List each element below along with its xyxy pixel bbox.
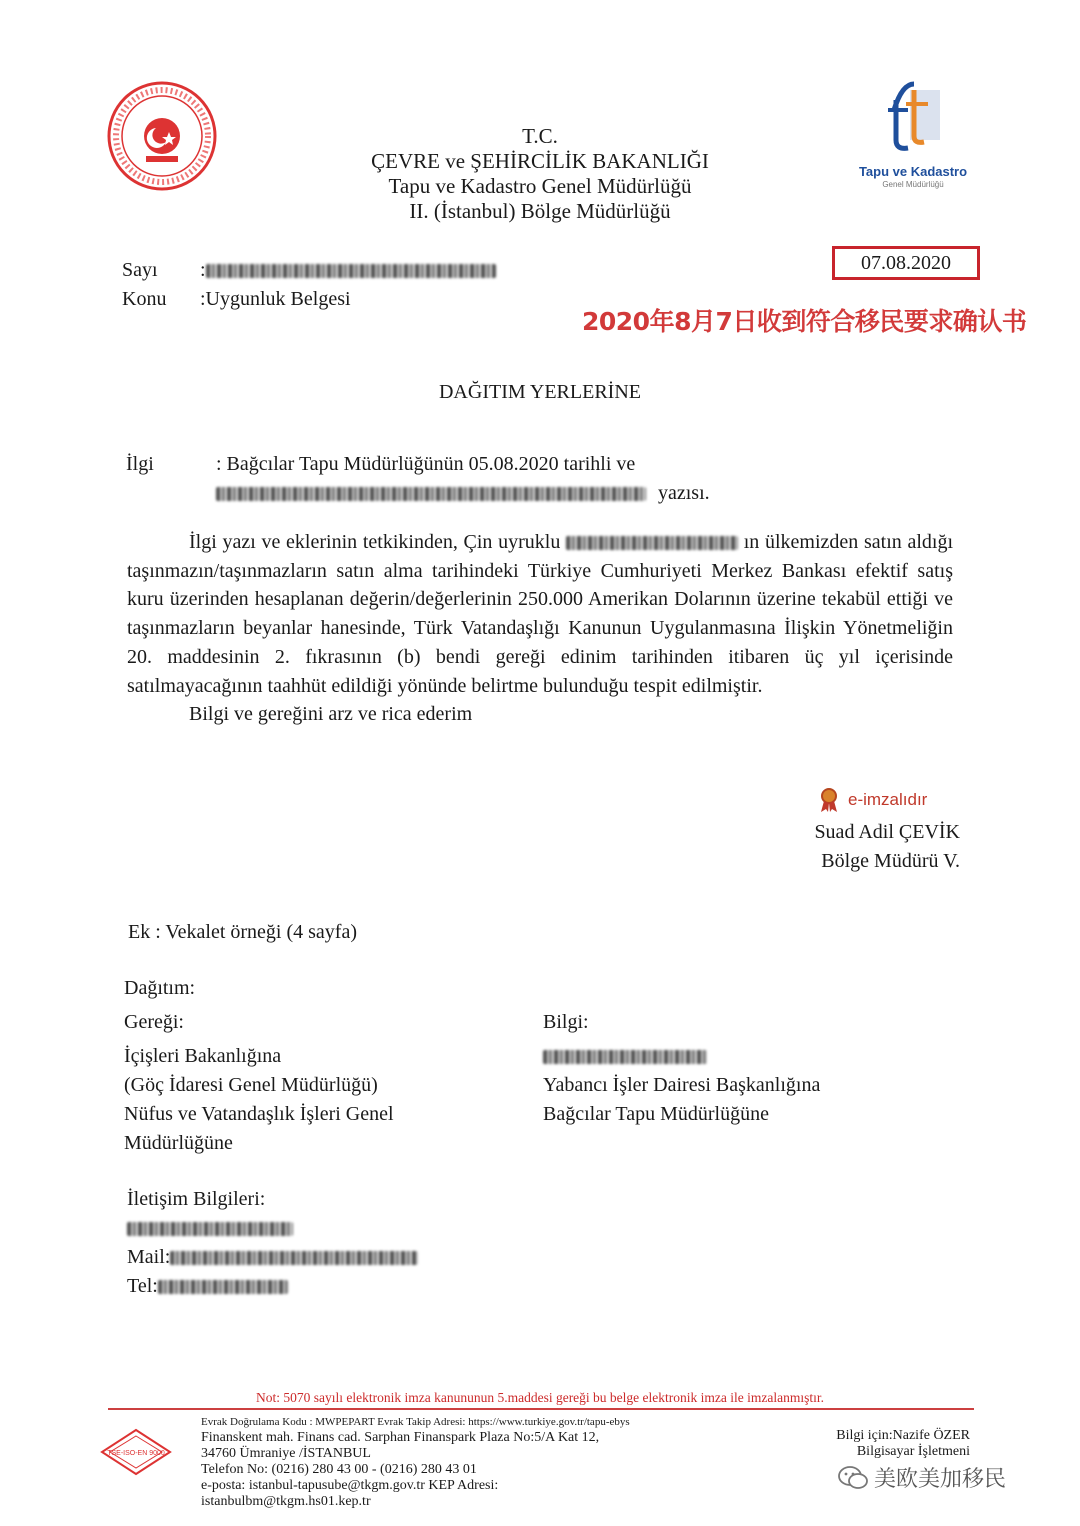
footer-addr2: 34760 Ümraniye /İSTANBUL <box>201 1446 371 1461</box>
footer-info2: Bilgisayar İşletmeni <box>856 1444 970 1459</box>
letterhead <box>300 124 780 224</box>
footer-esign-note: Not: 5070 sayılı elektronik imza kanununun 5.maddesi gereği bu belge elektronik imza ile imzalanmıştır. <box>256 1390 824 1405</box>
letter-body <box>127 528 953 729</box>
distribution-label: Dağıtım: <box>124 977 196 999</box>
geregi-item: Müdürlüğüne <box>124 1132 233 1154</box>
body-p1-rest: ın ülkemizden satın aldığı taşınmazın/taşınmazların satın alma tarihindeki Türkiye Cumhuriyeti Merkez Bankası efektif satış kuru üzerinden hesaplanan değerin/değerlerinin 250.000 Amerikan Dolarının üzerine tekabül ettiği ve taşınmazların beyanlar hanesinde, Türk Vatandaşlığı Kanunun Uygulanmasına İlişkin Yönetmeliğin 20. maddesinin 2. fıkrasının (b) bendi gereği edinim tarihinden itibaren üç yıl içerisinde satılmayacağının taahhüt edildiği yönünde belirtme bulunduğu tespit edilmiştir. <box>127 531 954 697</box>
tk-logo-icon <box>848 80 978 164</box>
attachment-line: Ek : Vekalet örneği (4 sayfa) <box>128 921 357 943</box>
footer-info1: Bilgi için:Nazife ÖZER <box>836 1428 970 1443</box>
bilgi-item: Bağcılar Tapu Müdürlüğüne <box>543 1103 769 1125</box>
distribution-bilgi <box>543 1008 943 1129</box>
konu-value: :Uygunluk Belgesi <box>200 288 351 310</box>
header-ministry: ÇEVRE ve ŞEHİRCİLİK BAKANLIĞI <box>371 149 709 173</box>
tapu-kadastro-logo <box>848 80 978 198</box>
footer-divider <box>108 1408 974 1410</box>
distribution-geregi <box>124 1008 484 1158</box>
ilgi-label: İlgi <box>126 453 154 475</box>
distribution-title: DAĞITIM YERLERİNE <box>438 381 641 403</box>
watermark-text: 美欧美加移民 <box>874 1467 1007 1492</box>
esig-label: e-imzalıdır <box>848 790 928 809</box>
logo-sub: Genel Müdürlüğü <box>882 180 944 189</box>
ilgi-line2-suffix: yazısı. <box>658 482 710 504</box>
header-region: II. (İstanbul) Bölge Müdürlüğü <box>409 199 671 223</box>
header-directorate: Tapu ve Kadastro Genel Müdürlüğü <box>388 174 692 198</box>
body-paragraph-2: Bilgi ve gereğini arz ve rica ederim <box>189 703 473 726</box>
body-paragraph-1 <box>127 528 953 700</box>
contact-label: İletişim Bilgileri: <box>127 1188 266 1210</box>
tse-certification-badge <box>100 1428 172 1476</box>
geregi-item: (Göç İdaresi Genel Müdürlüğü) <box>124 1074 378 1096</box>
sayi-value-redacted: : <box>200 256 496 285</box>
ilgi-line1: : Bağcılar Tapu Müdürlüğünün 05.08.2020 tarihli ve <box>216 453 636 475</box>
footer-addr1: Finanskent mah. Finans cad. Sarphan Finanspark Plaza No:5/A Kat 12, <box>201 1430 600 1445</box>
footer-contact-person <box>760 1428 970 1460</box>
sayi-label: Sayı <box>122 259 158 281</box>
name-redacted <box>566 536 738 550</box>
reference-block <box>126 450 710 508</box>
bilgi-redacted <box>543 1050 707 1064</box>
tel-label: Tel: <box>127 1275 158 1297</box>
ministry-seal <box>106 80 218 192</box>
footer-email: e-posta: istanbul-tapusube@tkgm.gov.tr KEP Adresi: <box>201 1478 499 1493</box>
footer-address <box>201 1414 630 1510</box>
tse-badge-text: TSE-ISO-EN 9000 <box>107 1450 165 1457</box>
signer-name: Suad Adil ÇEVİK <box>814 821 960 843</box>
chinese-annotation: 2020年8月7日收到符合移民要求确认书 <box>582 307 1027 336</box>
bilgi-label: Bilgi: <box>543 1011 589 1033</box>
ilgi-ref-redacted <box>216 487 646 501</box>
tel-redacted <box>158 1280 288 1294</box>
footer-kep: istanbulbm@tkgm.hs01.kep.tr <box>201 1494 371 1509</box>
mail-label: Mail: <box>127 1246 171 1268</box>
geregi-label: Gereği: <box>124 1011 184 1033</box>
wechat-icon <box>838 1465 868 1491</box>
footer-code-line: Evrak Doğrulama Kodu : MWPEPART Evrak Takip Adresi: https://www.turkiye.gov.tr/tapu-ebys <box>201 1416 630 1428</box>
bilgi-item: Yabancı İşler Dairesi Başkanlığına <box>543 1074 821 1096</box>
contact-name-redacted <box>127 1222 293 1236</box>
document-date: 07.08.2020 <box>832 246 980 280</box>
e-signature-mark <box>818 787 927 813</box>
footer-phone: Telefon No: (0216) 280 43 00 - (0216) 280 43 01 <box>201 1462 477 1477</box>
header-tc: T.C. <box>522 124 558 148</box>
geregi-item: Nüfus ve Vatandaşlık İşleri Genel <box>124 1103 394 1125</box>
geregi-item: İçişleri Bakanlığına <box>124 1045 282 1067</box>
document-meta <box>122 256 496 314</box>
konu-label: Konu <box>122 288 167 310</box>
contact-block <box>127 1185 418 1301</box>
logo-brand: Tapu ve Kadastro <box>858 164 968 179</box>
body-p1-start: İlgi yazı ve eklerinin tetkikinden, Çin uyruklu <box>189 531 561 553</box>
wechat-watermark <box>838 1462 1006 1493</box>
signer-block <box>760 818 960 876</box>
signer-title: Bölge Müdürü V. <box>821 850 960 872</box>
ribbon-award-icon <box>818 787 840 813</box>
mail-redacted <box>170 1251 418 1265</box>
